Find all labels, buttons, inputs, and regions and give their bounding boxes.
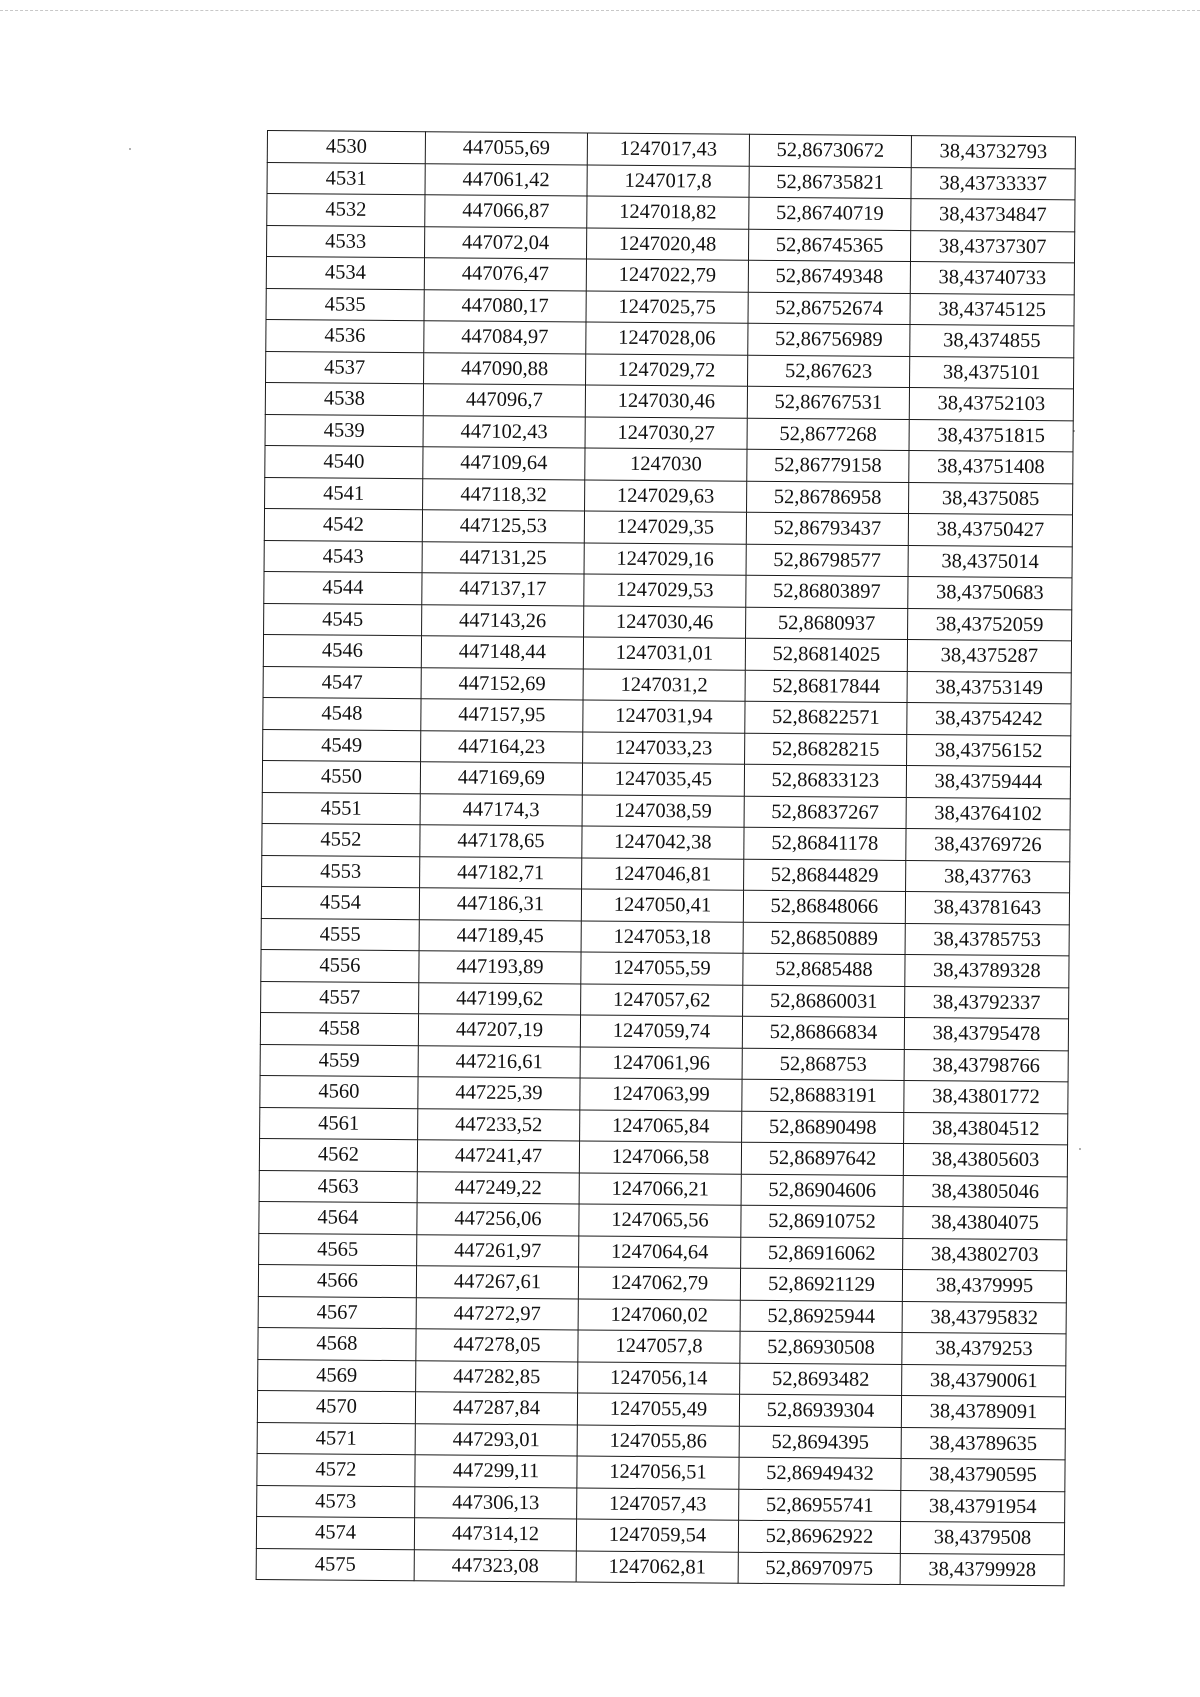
y-coordinate-cell: 1247038,59 [582, 794, 744, 827]
longitude-cell: 38,4375287 [907, 640, 1071, 673]
point-number-cell: 4542 [264, 508, 422, 541]
longitude-cell: 38,43790595 [901, 1459, 1065, 1492]
longitude-cell: 38,43791954 [901, 1490, 1065, 1523]
longitude-cell: 38,43737307 [910, 230, 1074, 263]
y-coordinate-cell: 1247031,01 [583, 637, 745, 670]
latitude-cell: 52,86817844 [745, 670, 907, 703]
longitude-cell: 38,437763 [906, 860, 1070, 893]
y-coordinate-cell: 1247064,64 [579, 1235, 741, 1268]
point-number-cell: 4574 [256, 1516, 414, 1549]
x-coordinate-cell: 447137,17 [422, 573, 584, 606]
y-coordinate-cell: 1247056,51 [577, 1456, 739, 1489]
latitude-cell: 52,86921129 [740, 1268, 902, 1301]
latitude-cell: 52,86793437 [746, 512, 908, 545]
longitude-cell: 38,43752059 [908, 608, 1072, 641]
y-coordinate-cell: 1247029,63 [585, 480, 747, 513]
latitude-cell: 52,8693482 [740, 1363, 902, 1396]
latitude-cell: 52,86883191 [742, 1079, 904, 1112]
y-coordinate-cell: 1247033,23 [583, 731, 745, 764]
point-number-cell: 4572 [257, 1453, 415, 1486]
point-number-cell: 4547 [263, 666, 421, 699]
y-coordinate-cell: 1247031,94 [583, 700, 745, 733]
scan-edge-line [0, 10, 1200, 11]
point-number-cell: 4549 [263, 729, 421, 762]
y-coordinate-cell: 1247020,48 [586, 228, 748, 261]
point-number-cell: 4539 [265, 414, 423, 447]
scan-speck [1079, 1148, 1081, 1150]
coordinates-table-body [256, 131, 1075, 1586]
longitude-cell: 38,43740733 [910, 262, 1074, 295]
longitude-cell: 38,43764102 [906, 797, 1070, 830]
x-coordinate-cell: 447186,31 [419, 888, 581, 921]
longitude-cell: 38,43785753 [905, 923, 1069, 956]
longitude-cell: 38,43745125 [910, 293, 1074, 326]
y-coordinate-cell: 1247030,27 [585, 417, 747, 450]
point-number-cell: 4544 [264, 571, 422, 604]
x-coordinate-cell: 447261,97 [417, 1234, 579, 1267]
longitude-cell: 38,43753149 [907, 671, 1071, 704]
x-coordinate-cell: 447084,97 [424, 321, 586, 354]
latitude-cell: 52,8680937 [746, 607, 908, 640]
longitude-cell: 38,43790061 [902, 1364, 1066, 1397]
y-coordinate-cell: 1247030,46 [585, 385, 747, 418]
coordinates-table-wrapper [256, 130, 1075, 1586]
point-number-cell: 4532 [267, 194, 425, 227]
y-coordinate-cell: 1247055,59 [581, 952, 743, 985]
x-coordinate-cell: 447199,62 [419, 982, 581, 1015]
point-number-cell: 4534 [266, 257, 424, 290]
x-coordinate-cell: 447278,05 [416, 1329, 578, 1362]
x-coordinate-cell: 447241,47 [417, 1140, 579, 1173]
x-coordinate-cell: 447256,06 [417, 1203, 579, 1236]
latitude-cell: 52,86962922 [738, 1520, 900, 1553]
point-number-cell: 4545 [264, 603, 422, 636]
point-number-cell: 4569 [258, 1359, 416, 1392]
y-coordinate-cell: 1247018,82 [587, 196, 749, 229]
y-coordinate-cell: 1247030,46 [584, 606, 746, 639]
longitude-cell: 38,4379253 [902, 1333, 1066, 1366]
latitude-cell: 52,86916062 [741, 1237, 903, 1270]
longitude-cell: 38,43734847 [911, 199, 1075, 232]
y-coordinate-cell: 1247061,96 [580, 1046, 742, 1079]
y-coordinate-cell: 1247060,02 [578, 1298, 740, 1331]
longitude-cell: 38,43798766 [904, 1049, 1068, 1082]
x-coordinate-cell: 447090,88 [424, 352, 586, 385]
latitude-cell: 52,86833123 [744, 764, 906, 797]
y-coordinate-cell: 1247053,18 [581, 920, 743, 953]
x-coordinate-cell: 447152,69 [421, 667, 583, 700]
y-coordinate-cell: 1247065,84 [580, 1109, 742, 1142]
point-number-cell: 4541 [265, 477, 423, 510]
x-coordinate-cell: 447157,95 [421, 699, 583, 732]
point-number-cell: 4554 [261, 886, 419, 919]
longitude-cell: 38,43781643 [905, 892, 1069, 925]
x-coordinate-cell: 447164,23 [421, 730, 583, 763]
longitude-cell: 38,43801772 [904, 1081, 1068, 1114]
y-coordinate-cell: 1247050,41 [581, 889, 743, 922]
point-number-cell: 4533 [267, 225, 425, 258]
longitude-cell: 38,43750683 [908, 577, 1072, 610]
longitude-cell: 38,43789091 [901, 1396, 1065, 1429]
latitude-cell: 52,86897642 [741, 1142, 903, 1175]
point-number-cell: 4536 [266, 319, 424, 352]
point-number-cell: 4564 [259, 1201, 417, 1234]
x-coordinate-cell: 447178,65 [420, 825, 582, 858]
latitude-cell: 52,86767531 [747, 386, 909, 419]
y-coordinate-cell: 1247030 [585, 448, 747, 481]
scan-speck [129, 148, 131, 150]
latitude-cell: 52,86955741 [739, 1489, 901, 1522]
point-number-cell: 4535 [266, 288, 424, 321]
latitude-cell: 52,86822571 [745, 701, 907, 734]
x-coordinate-cell: 447323,08 [414, 1549, 576, 1582]
longitude-cell: 38,43769726 [906, 829, 1070, 862]
latitude-cell: 52,867623 [748, 355, 910, 388]
point-number-cell: 4561 [260, 1107, 418, 1140]
latitude-cell: 52,8694395 [739, 1426, 901, 1459]
x-coordinate-cell: 447118,32 [423, 478, 585, 511]
x-coordinate-cell: 447272,97 [416, 1297, 578, 1330]
latitude-cell: 52,86735821 [749, 166, 911, 199]
x-coordinate-cell: 447182,71 [420, 856, 582, 889]
x-coordinate-cell: 447109,64 [423, 447, 585, 480]
longitude-cell: 38,43751815 [909, 419, 1073, 452]
y-coordinate-cell: 1247029,16 [584, 543, 746, 576]
latitude-cell: 52,86798577 [746, 544, 908, 577]
x-coordinate-cell: 447299,11 [415, 1455, 577, 1488]
y-coordinate-cell: 1247065,56 [579, 1204, 741, 1237]
latitude-cell: 52,86890498 [742, 1111, 904, 1144]
y-coordinate-cell: 1247066,58 [579, 1141, 741, 1174]
longitude-cell: 38,43802703 [903, 1238, 1067, 1271]
latitude-cell: 52,86939304 [739, 1394, 901, 1427]
y-coordinate-cell: 1247057,43 [577, 1487, 739, 1520]
latitude-cell: 52,86850889 [743, 922, 905, 955]
latitude-cell: 52,8677268 [747, 418, 909, 451]
x-coordinate-cell: 447287,84 [415, 1392, 577, 1425]
point-number-cell: 4552 [262, 823, 420, 856]
point-number-cell: 4531 [267, 162, 425, 195]
y-coordinate-cell: 1247042,38 [582, 826, 744, 859]
y-coordinate-cell: 1247017,8 [587, 165, 749, 198]
latitude-cell: 52,86752674 [748, 292, 910, 325]
y-coordinate-cell: 1247062,79 [578, 1267, 740, 1300]
point-number-cell: 4570 [257, 1390, 415, 1423]
table-row [256, 1548, 1064, 1586]
point-number-cell: 4546 [263, 634, 421, 667]
x-coordinate-cell: 447174,3 [420, 793, 582, 826]
longitude-cell: 38,4375085 [909, 482, 1073, 515]
x-coordinate-cell: 447306,13 [415, 1486, 577, 1519]
longitude-cell: 38,43732793 [911, 136, 1075, 169]
longitude-cell: 38,43754242 [907, 703, 1071, 736]
x-coordinate-cell: 447143,26 [422, 604, 584, 637]
y-coordinate-cell: 1247057,62 [581, 983, 743, 1016]
x-coordinate-cell: 447076,47 [424, 258, 586, 291]
latitude-cell: 52,86779158 [747, 449, 909, 482]
latitude-cell: 52,86925944 [740, 1300, 902, 1333]
point-number-cell: 4530 [267, 131, 425, 164]
longitude-cell: 38,43750427 [908, 514, 1072, 547]
latitude-cell: 52,86749348 [748, 260, 910, 293]
point-number-cell: 4548 [263, 697, 421, 730]
x-coordinate-cell: 447233,52 [418, 1108, 580, 1141]
point-number-cell: 4573 [257, 1485, 415, 1518]
point-number-cell: 4551 [262, 792, 420, 825]
longitude-cell: 38,4375101 [909, 356, 1073, 389]
x-coordinate-cell: 447267,61 [416, 1266, 578, 1299]
latitude-cell: 52,86860031 [743, 985, 905, 1018]
x-coordinate-cell: 447193,89 [419, 951, 581, 984]
x-coordinate-cell: 447225,39 [418, 1077, 580, 1110]
x-coordinate-cell: 447207,19 [418, 1014, 580, 1047]
y-coordinate-cell: 1247017,43 [587, 133, 749, 166]
point-number-cell: 4563 [259, 1170, 417, 1203]
point-number-cell: 4543 [264, 540, 422, 573]
longitude-cell: 38,43804512 [904, 1112, 1068, 1145]
x-coordinate-cell: 447055,69 [425, 132, 587, 165]
x-coordinate-cell: 447102,43 [423, 415, 585, 448]
latitude-cell: 52,86814025 [745, 638, 907, 671]
latitude-cell: 52,86930508 [740, 1331, 902, 1364]
point-number-cell: 4538 [265, 382, 423, 415]
x-coordinate-cell: 447131,25 [422, 541, 584, 574]
latitude-cell: 52,86730672 [749, 134, 911, 167]
point-number-cell: 4557 [261, 981, 419, 1014]
latitude-cell: 52,86740719 [749, 197, 911, 230]
y-coordinate-cell: 1247063,99 [580, 1078, 742, 1111]
longitude-cell: 38,43804075 [903, 1207, 1067, 1240]
longitude-cell: 38,43799928 [900, 1553, 1064, 1586]
longitude-cell: 38,43805046 [903, 1175, 1067, 1208]
longitude-cell: 38,43805603 [903, 1144, 1067, 1177]
x-coordinate-cell: 447061,42 [425, 163, 587, 196]
longitude-cell: 38,43795832 [902, 1301, 1066, 1334]
coordinates-table [256, 130, 1076, 1586]
latitude-cell: 52,86844829 [744, 859, 906, 892]
point-number-cell: 4555 [261, 918, 419, 951]
x-coordinate-cell: 447072,04 [425, 226, 587, 259]
y-coordinate-cell: 1247035,45 [582, 763, 744, 796]
latitude-cell: 52,86745365 [748, 229, 910, 262]
point-number-cell: 4571 [257, 1422, 415, 1455]
x-coordinate-cell: 447189,45 [419, 919, 581, 952]
y-coordinate-cell: 1247046,81 [582, 857, 744, 890]
longitude-cell: 38,43795478 [904, 1018, 1068, 1051]
longitude-cell: 38,4379995 [902, 1270, 1066, 1303]
longitude-cell: 38,43752103 [909, 388, 1073, 421]
latitude-cell: 52,86756989 [748, 323, 910, 356]
x-coordinate-cell: 447066,87 [425, 195, 587, 228]
x-coordinate-cell: 447249,22 [417, 1171, 579, 1204]
latitude-cell: 52,86910752 [741, 1205, 903, 1238]
longitude-cell: 38,43759444 [906, 766, 1070, 799]
longitude-cell: 38,4379508 [900, 1522, 1064, 1555]
longitude-cell: 38,4375014 [908, 545, 1072, 578]
latitude-cell: 52,86837267 [744, 796, 906, 829]
y-coordinate-cell: 1247025,75 [586, 291, 748, 324]
x-coordinate-cell: 447148,44 [421, 636, 583, 669]
x-coordinate-cell: 447314,12 [414, 1518, 576, 1551]
y-coordinate-cell: 1247029,72 [586, 354, 748, 387]
point-number-cell: 4568 [258, 1327, 416, 1360]
point-number-cell: 4558 [260, 1012, 418, 1045]
y-coordinate-cell: 1247066,21 [579, 1172, 741, 1205]
point-number-cell: 4562 [259, 1138, 417, 1171]
longitude-cell: 38,43792337 [905, 986, 1069, 1019]
latitude-cell: 52,86970975 [738, 1552, 900, 1585]
longitude-cell: 38,4374855 [910, 325, 1074, 358]
latitude-cell: 52,86848066 [743, 890, 905, 923]
x-coordinate-cell: 447282,85 [416, 1360, 578, 1393]
y-coordinate-cell: 1247057,8 [578, 1330, 740, 1363]
y-coordinate-cell: 1247031,2 [583, 669, 745, 702]
y-coordinate-cell: 1247062,81 [576, 1550, 738, 1583]
x-coordinate-cell: 447096,7 [423, 384, 585, 417]
y-coordinate-cell: 1247059,54 [576, 1519, 738, 1552]
point-number-cell: 4566 [258, 1264, 416, 1297]
y-coordinate-cell: 1247029,53 [584, 574, 746, 607]
point-number-cell: 4537 [266, 351, 424, 384]
latitude-cell: 52,86828215 [745, 733, 907, 766]
y-coordinate-cell: 1247022,79 [586, 259, 748, 292]
longitude-cell: 38,43751408 [909, 451, 1073, 484]
longitude-cell: 38,43789635 [901, 1427, 1065, 1460]
longitude-cell: 38,43733337 [911, 167, 1075, 200]
x-coordinate-cell: 447080,17 [424, 289, 586, 322]
x-coordinate-cell: 447169,69 [420, 762, 582, 795]
x-coordinate-cell: 447125,53 [422, 510, 584, 543]
latitude-cell: 52,86949432 [739, 1457, 901, 1490]
latitude-cell: 52,86803897 [746, 575, 908, 608]
point-number-cell: 4565 [259, 1233, 417, 1266]
point-number-cell: 4560 [260, 1075, 418, 1108]
point-number-cell: 4575 [256, 1548, 414, 1581]
y-coordinate-cell: 1247059,74 [580, 1015, 742, 1048]
point-number-cell: 4556 [261, 949, 419, 982]
point-number-cell: 4550 [262, 760, 420, 793]
latitude-cell: 52,86841178 [744, 827, 906, 860]
latitude-cell: 52,8685488 [743, 953, 905, 986]
point-number-cell: 4540 [265, 445, 423, 478]
point-number-cell: 4559 [260, 1044, 418, 1077]
x-coordinate-cell: 447216,61 [418, 1045, 580, 1078]
latitude-cell: 52,868753 [742, 1048, 904, 1081]
longitude-cell: 38,43789328 [905, 955, 1069, 988]
latitude-cell: 52,86866834 [742, 1016, 904, 1049]
point-number-cell: 4553 [262, 855, 420, 888]
latitude-cell: 52,86904606 [741, 1174, 903, 1207]
longitude-cell: 38,43756152 [907, 734, 1071, 767]
y-coordinate-cell: 1247029,35 [584, 511, 746, 544]
y-coordinate-cell: 1247028,06 [586, 322, 748, 355]
x-coordinate-cell: 447293,01 [415, 1423, 577, 1456]
point-number-cell: 4567 [258, 1296, 416, 1329]
y-coordinate-cell: 1247055,86 [577, 1424, 739, 1457]
y-coordinate-cell: 1247056,14 [578, 1361, 740, 1394]
y-coordinate-cell: 1247055,49 [577, 1393, 739, 1426]
latitude-cell: 52,86786958 [747, 481, 909, 514]
